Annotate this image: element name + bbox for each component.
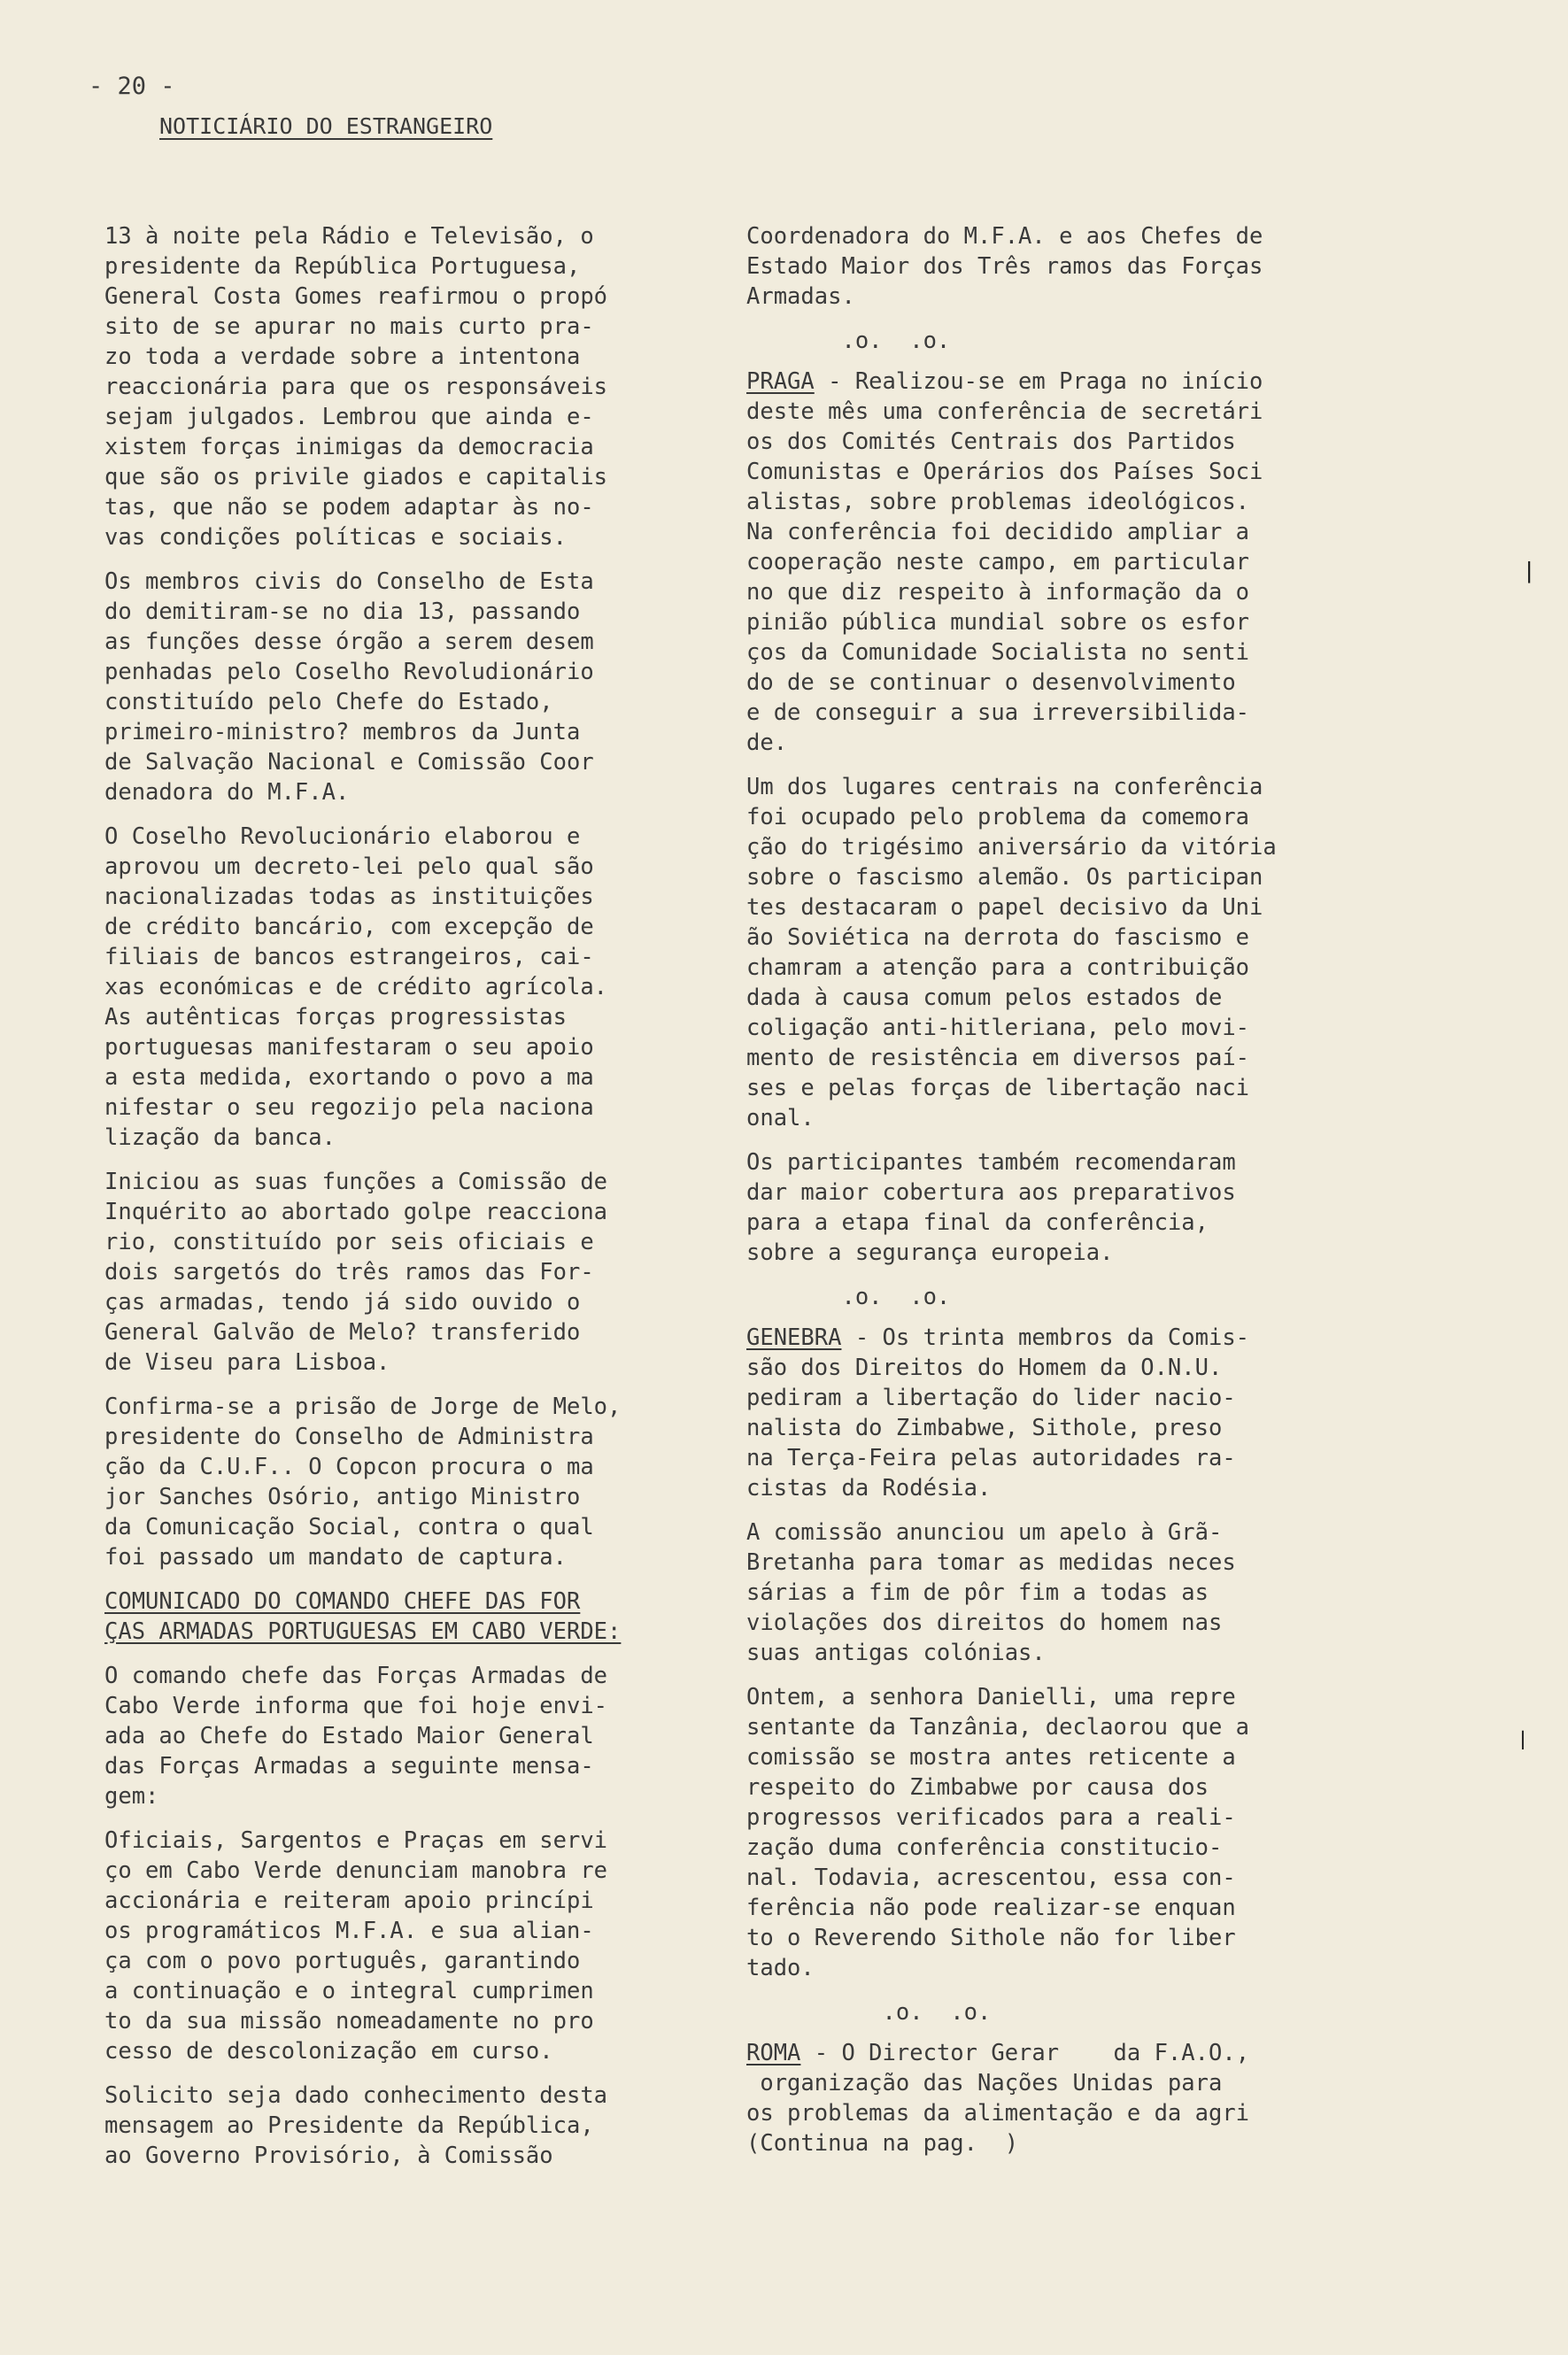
dateline-roma: ROMA [746,2040,801,2066]
right-paragraph-3: Um dos lugares centrais na conferência foi ocupado pelo problema da comemora ção do trigésimo aniversário da vitória sobre o fascismo alemão. Os participan tes destacaram o papel decisivo da Uni ão Soviética na derrota do fascismo e chamram a atenção para a contribuição dada à causa comum pelos estados de coligação anti-hitleriana, pelo movi- mento de resistência em diversos paí- ses e pelas forças de libertação naci onal. [746,774,1277,1131]
dateline-praga: PRAGA [746,368,815,395]
left-paragraph-8: Solicito seja dado conhecimento desta mensagem ao Presidente da República, ao Governo Provisório, à Comissão [104,2082,608,2169]
separator: .o. .o. [746,328,951,354]
right-paragraph-6: A comissão anunciou um apelo à Grã- Bretanha para tomar as medidas neces sárias a fim de pôr fim a todas as violações dos direitos do homem nas suas antigas colónias. [746,1519,1236,1666]
dateline-genebra: GENEBRA [746,1324,842,1351]
page-number: - 20 - [89,73,175,100]
right-column [746,221,1366,2173]
left-column [104,221,724,2185]
left-paragraph-6: O comando chefe das Forças Armadas de Cabo Verde informa que foi hoje envi- ada ao Chefe do Estado Maior General das Forças Armadas a seguinte mensa- gem: [104,1663,608,1810]
genebra-text: - Os trinta membros da Comis- são dos Direitos do Homem da O.N.U. pediram a libertação do lider nacio- nalista do Zimbabwe, Sithole, preso na Terça-Feira pelas autoridades ra- cistas da Rodésia. [746,1324,1250,1502]
section-header: NOTICIÁRIO DO ESTRANGEIRO [159,113,493,139]
praga-text: - Realizou-se em Praga no início deste mês uma conferência de secretári os dos Comités Centrais dos Partidos Comunistas e Operários dos Países Soci alistas, sobre problemas ideológicos. Na conferência foi decidido ampliar a cooperação neste campo, em particular no que diz respeito à informação da o pinião pública mundial sobre os esfor ços da Comunidade Socialista no senti do de se continuar o desenvolvimento e de conseguir a sua irreversibilida- de. [746,368,1263,756]
left-paragraph-5: Confirma-se a prisão de Jorge de Melo, presidente do Conselho de Administra ção da C.U.F.. O Copcon procura o ma jor Sanches Osório, antigo Ministro da Comunicação Social, contra o qual foi passado um mandato de captura. [104,1394,622,1571]
margin-mark: ❘ [1521,556,1538,587]
communique-heading: COMUNICADO DO COMANDO CHEFE DAS FOR ÇAS ARMADAS PORTUGUESAS EM CABO VERDE: [104,1588,622,1645]
right-paragraph-7: Ontem, a senhora Danielli, uma repre sentante da Tanzânia, declaorou que a comissão se mostra antes reticente a respeito do Zimbabwe por causa dos progressos verificados para a reali- zação duma conferência constitucio- nal. Todavia, acrescentou, essa con- ferência não pode realizar-se enquan to o Reverendo Sithole não for liber tado. [746,1684,1250,1981]
margin-mark: ❘ [1516,1726,1530,1753]
left-paragraph-3: O Coselho Revolucionário elaborou e aprovou um decreto-lei pelo qual são nacionalizadas todas as instituições de crédito bancário, com excepção de filiais de bancos estrangeiros, cai- xas económicas e de crédito agrícola. As autênticas forças progressistas portuguesas manifestaram o seu apoio a esta medida, exortando o povo a ma nifestar o seu regozijo pela naciona lização da banca. [104,823,608,1151]
separator: .o. .o. [746,1284,951,1310]
roma-text: - O Director Gerar da F.A.O., organização das Nações Unidas para os problemas da alimentação e da agri (Continua na pag. ) [746,2040,1250,2157]
right-paragraph-4: Os participantes também recomendaram dar maior cobertura aos preparativos para a etapa final da conferência, sobre a segurança europeia. [746,1149,1236,1266]
left-paragraph-2: Os membros civis do Conselho de Esta do demitiram-se no dia 13, passando as funções desse órgão a serem desem penhadas pelo Coselho Revoludionário constituído pelo Chefe do Estado, primeiro-ministro? membros da Junta de Salvação Nacional e Comissão Coor denadora do M.F.A. [104,568,594,806]
praga-paragraph [746,367,1366,758]
genebra-paragraph [746,1323,1366,1503]
left-paragraph-7: Oficiais, Sargentos e Praças em servi ço em Cabo Verde denunciam manobra re accionária e reiteram apoio princípi os programáticos M.F.A. e sua alian- ça com o povo português, garantindo a continuação e o integral cumprimen to da sua missão nomeadamente no pro cesso de descolonização em curso. [104,1827,608,2065]
separator: .o. .o. [746,1999,992,2026]
roma-paragraph [746,2038,1366,2158]
left-paragraph-1: 13 à noite pela Rádio e Televisão, o presidente da República Portuguesa, General Costa Gomes reafirmou o propó sito de se apurar no mais curto pra- zo toda a verdade sobre a intentona reaccionária para que os responsáveis sejam julgados. Lembrou que ainda e- xistem forças inimigas da democracia que são os privile giados e capitalis tas, que não se podem adaptar às no- vas condições políticas e sociais. [104,223,608,551]
right-paragraph-1: Coordenadora do M.F.A. e aos Chefes de Estado Maior dos Três ramos das Forças Armadas. [746,223,1263,310]
left-paragraph-4: Iniciou as suas funções a Comissão de Inquérito ao abortado golpe reacciona rio, constituído por seis oficiais e dois sargetós do três ramos das For- ças armadas, tendo já sido ouvido o General Galvão de Melo? transferido de Viseu para Lisboa. [104,1169,608,1376]
